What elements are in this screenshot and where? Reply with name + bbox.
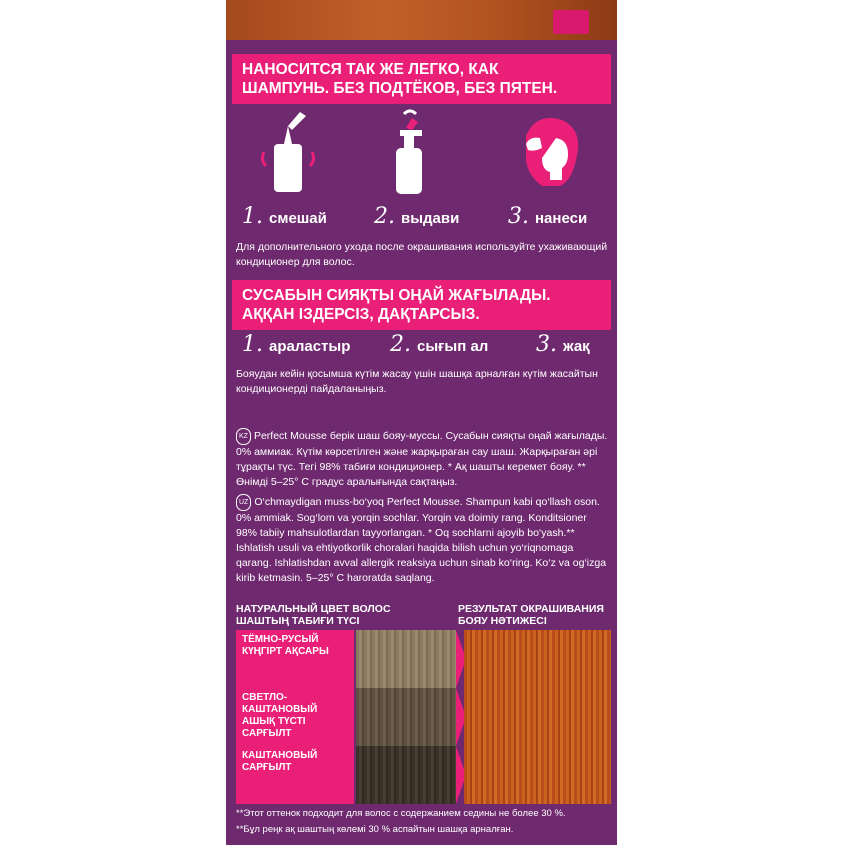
bottle-shake-icon (262, 112, 313, 192)
natural-swatch-1 (356, 630, 456, 688)
result-swatch-3 (464, 746, 611, 804)
result-swatch-2 (464, 688, 611, 746)
result-heading-kz: БОЯУ НӘТИЖЕСІ (458, 615, 547, 627)
pump-bottle-icon (396, 111, 422, 194)
shade-row-2-ru: СВЕТЛО-КАШТАНОВЫЙ (242, 692, 318, 715)
steps-ru (226, 204, 617, 230)
shade-row-1-label (236, 630, 354, 688)
uz-description (236, 494, 608, 586)
banner-ru (232, 54, 611, 104)
uz-flag-badge: UZ (236, 494, 251, 511)
step-ru-2-num: 2. (374, 204, 395, 229)
result-heading (458, 603, 604, 627)
shade-row-3 (232, 746, 611, 804)
shade-row-3-kz: САРҒЫЛТ (242, 762, 292, 773)
shade-row-1-kz: КҮҢГІРТ АҚСАРЫ (242, 646, 329, 657)
shade-row-3-ru: КАШТАНОВЫЙ (242, 750, 318, 761)
step-kz-3-label: жақ (563, 338, 590, 355)
shade-row-2-kz: АШЫҚ ТҮСТІ САРҒЫЛТ (242, 716, 306, 739)
step-kz-1-num: 1. (242, 332, 263, 357)
banner-kz-line2: АҚҚАН ІЗДЕРСІЗ, ДАҚТАРСЫЗ. (242, 306, 480, 323)
product-box-back (226, 0, 617, 845)
note-ru: Для дополнительного ухода после окрашивания используйте ухаживающий кондиционер для волос. (236, 241, 608, 268)
footnote-kz: **Бұл реңк ақ шаштың көлемі 30 % аспайтын шашқа арналған. (236, 824, 514, 835)
step-kz-1-label: араластыр (269, 338, 351, 355)
banner-ru-line1: НАНОСИТСЯ ТАК ЖЕ ЛЕГКО, КАК (242, 61, 499, 78)
kz-flag-badge: KZ (236, 428, 251, 445)
natural-swatch-3 (356, 746, 456, 804)
step-ru-2 (374, 204, 459, 229)
step-kz-2 (390, 332, 488, 357)
banner-kz-line1: СУСАБЫН СИЯҚТЫ ОҢАЙ ЖАҒЫЛАДЫ. (242, 287, 551, 304)
shade-row-2-label (236, 688, 354, 746)
step-kz-1 (242, 332, 350, 357)
step-ru-1-num: 1. (242, 204, 263, 229)
step-ru-1-label: смешай (269, 210, 327, 227)
note-kz: Бояудан кейін қосымша күтім жасау үшін шашқа арналған күтім жасайтын кондиционерді пайдаланыңыз. (236, 368, 598, 395)
shade-row-1-ru: ТЁМНО-РУСЫЙ (242, 634, 319, 645)
step-ru-3 (508, 204, 587, 229)
step-ru-1 (242, 204, 327, 229)
step-ru-3-num: 3. (508, 204, 529, 229)
step-kz-2-label: сығып ал (417, 338, 489, 355)
step-ru-3-label: нанеси (535, 210, 588, 227)
shade-row-2 (232, 688, 611, 746)
kz-description-text: Perfect Mousse берік шаш бояу-муссы. Сусабын сияқты оңай жағылады. 0% аммиак. Күтім көрсетілген және жарқыраған сау шаш. Жарқыраған әрі тұрақты түс. Тегі 98% табиғи кондиционер. * Ақ шашты керемет бояу. ** Өнімді 5–25° С градус аралығында сақтаңыз. (236, 430, 608, 488)
kz-description (236, 428, 608, 490)
banner-ru-line2: ШАМПУНЬ. БЕЗ ПОДТЁКОВ, БЕЗ ПЯТЕН. (242, 80, 558, 97)
step-ru-2-label: выдави (401, 210, 460, 227)
footnote-ru: **Этот оттенок подходит для волос с содержанием седины не более 30 %. (236, 808, 566, 819)
banner-kz (232, 280, 611, 330)
hair-swatch-strip (226, 0, 617, 40)
steps-kz (226, 332, 617, 358)
step-kz-2-num: 2. (390, 332, 411, 357)
shade-tab (553, 10, 589, 34)
steps-illustrations (226, 108, 617, 198)
head-profile-icon (526, 118, 578, 186)
step-kz-3-num: 3. (536, 332, 557, 357)
step-kz-3 (536, 332, 590, 357)
shade-row-1 (232, 630, 611, 688)
result-swatch-1 (464, 630, 611, 688)
shade-row-3-label (236, 746, 354, 804)
uz-description-text: O‘chmaydigan muss-bo‘yoq Perfect Mousse. Shampun kabi qo‘llash oson. 0% ammiak. Sog‘lom va yorqin sochlar. Yorqin va doimiy rang. Konditsioner 98% tabiiy mahsulotlardan tayyorlangan. * Oq sochlarni ajoyib bo‘yash.** Ishlatish usuli va ehtiyotkorlik choralari haqida bilish uchun yo‘riqnomaga qarang. Ishlatishdan avval allergik reaksiya uchun sinab ko‘ring. Ko‘z va og‘izga kirib ketmasin. 5–25° C haroratda saqlang. (236, 496, 607, 584)
natural-color-heading (236, 603, 391, 627)
natural-swatch-2 (356, 688, 456, 746)
natural-color-heading-ru: НАТУРАЛЬНЫЙ ЦВЕТ ВОЛОС (236, 603, 391, 615)
natural-color-heading-kz: ШАШТЫҢ ТАБИҒИ ТҮСІ (236, 615, 360, 627)
result-heading-ru: РЕЗУЛЬТАТ ОКРАШИВАНИЯ (458, 603, 604, 615)
